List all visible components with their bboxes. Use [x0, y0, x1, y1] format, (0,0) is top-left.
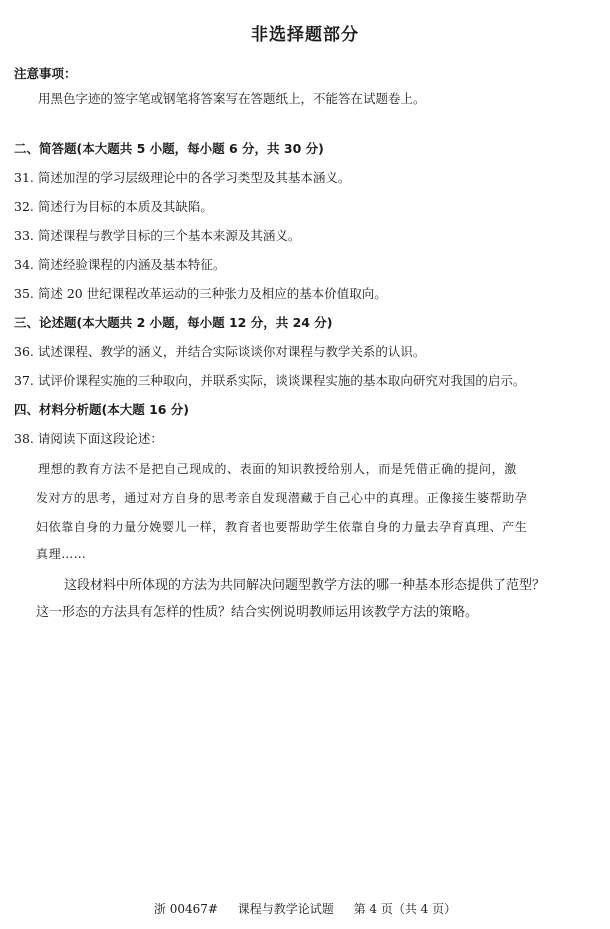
footer-code: 浙 00467# [153, 902, 218, 916]
question-34: 34. 简述经验课程的内涵及基本特征。 [14, 257, 226, 272]
notice-text: 用黑色字迹的签字笔或钢笔将答案写在答题纸上，不能答在试题卷上。 [38, 91, 426, 106]
question-33: 33. 简述课程与教学目标的三个基本来源及其涵义。 [14, 228, 301, 243]
quote-line-3: 妇依靠自身的力量分娩婴儿一样，教育者也要帮助学生依靠自身的力量去孕育真理、产生 [36, 520, 528, 534]
question-32: 32. 简述行为目标的本质及其缺陷。 [14, 199, 213, 214]
question-35: 35. 简述 20 世纪课程改革运动的三种张力及相应的基本价值取向。 [14, 286, 387, 301]
footer-page: 第 4 页（共 4 页） [353, 902, 457, 916]
question-36: 36. 试述课程、教学的涵义，并结合实际谈谈你对课程与教学关系的认识。 [14, 344, 426, 359]
section3-heading: 三、论述题(本大题共 2 小题，每小题 12 分，共 24 分) [14, 315, 333, 330]
quote-line-4: 真理…… [36, 547, 87, 561]
section4-heading: 四、材料分析题(本大题 16 分) [14, 402, 190, 417]
quote-line-2: 发对方的思考，通过对方自身的思考亲自发现潜藏于自己心中的真理。正像接生婆帮助孕 [36, 491, 528, 505]
ask-line-1: 这段材料中所体现的方法为共同解决问题型教学方法的哪一种基本形态提供了范型？ [64, 578, 546, 593]
footer-subject: 课程与教学论试题 [237, 902, 334, 916]
quote-line-1: 理想的教育方法不是把自己现成的、表面的知识教授给别人，而是凭借正确的提问，激 [38, 462, 517, 476]
page-title: 非选择题部分 [251, 25, 359, 45]
question-31: 31. 简述加涅的学习层级理论中的各学习类型及其基本涵义。 [14, 170, 351, 185]
question-38: 38. 请阅读下面这段论述： [14, 431, 163, 446]
question-37: 37. 试评价课程实施的三种取向，并联系实际，谈谈课程实施的基本取向研究对我国的启示。 [14, 373, 526, 388]
ask-line-2: 这一形态的方法具有怎样的性质？结合实例说明教师运用该教学方法的策略。 [36, 605, 479, 620]
section2-heading: 二、简答题(本大题共 5 小题，每小题 6 分，共 30 分) [14, 141, 324, 156]
page-footer [0, 900, 610, 917]
notice-heading: 注意事项： [14, 66, 77, 81]
